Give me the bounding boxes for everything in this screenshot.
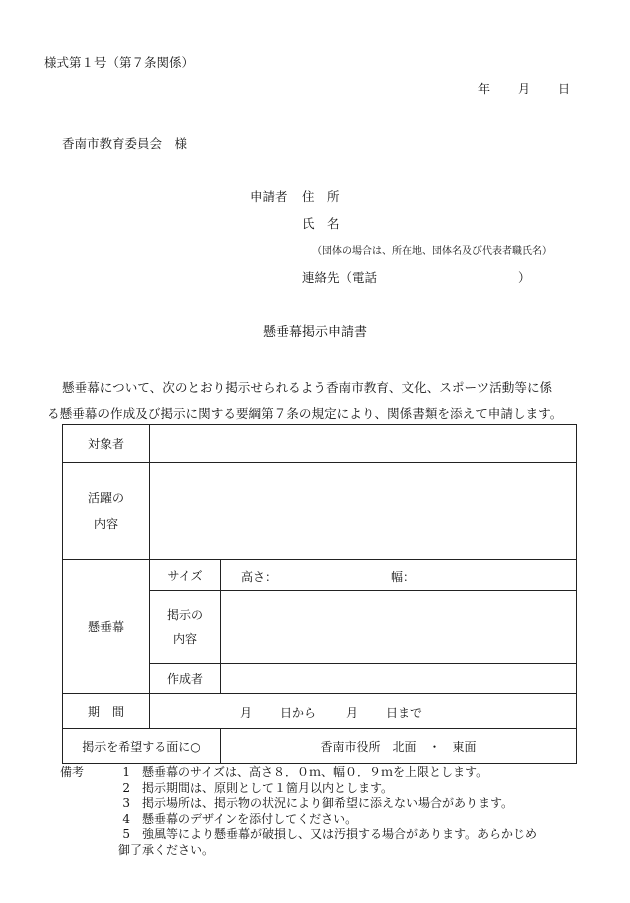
- note-text: 掲示場所は、掲示物の状況により御希望に添えない場合があります。: [142, 796, 514, 810]
- period-label: 期 間: [87, 704, 124, 719]
- document-title: 懸垂幕掲示申請書: [262, 325, 367, 340]
- application-table: [62, 424, 577, 764]
- side-options[interactable]: 香南市役所 北面 ・ 東面: [320, 739, 477, 754]
- side-label: 掲示を希望する面に○: [82, 739, 201, 754]
- date-day-label: 日: [558, 82, 571, 96]
- activity-label-line-2: 内容: [93, 517, 118, 531]
- banner-label: 懸垂幕: [87, 620, 124, 634]
- period-label-cell: [63, 694, 150, 729]
- note-text: 掲示期間は、原則として１箇月以内とします。: [142, 780, 394, 795]
- display-content-label-line-1: 掲示の: [166, 608, 203, 622]
- body-text-line-1: 懸垂幕について、次のとおり掲示せられるよう香南市教育、文化、スポーツ活動等に係: [62, 380, 553, 395]
- activity-input-cell[interactable]: [150, 463, 577, 560]
- creator-label: 作成者: [166, 672, 203, 686]
- target-input-cell[interactable]: [150, 425, 577, 463]
- period-month-2: 月: [346, 706, 359, 720]
- note-number: 3: [122, 796, 130, 810]
- period-input-cell[interactable]: [150, 694, 577, 729]
- size-label-cell: [150, 560, 221, 591]
- contact-label: 連絡先（電話: [302, 270, 378, 285]
- creator-label-cell: [150, 664, 221, 694]
- name-label: 氏 名: [302, 216, 340, 231]
- form-number: 様式第１号（第７条関係）: [44, 55, 195, 70]
- display-content-label-cell: [150, 591, 221, 664]
- size-label: サイズ: [167, 568, 203, 583]
- group-note: （団体の場合は、所在地、団体名及び代表者職氏名）: [312, 246, 552, 257]
- target-label-cell: [63, 425, 150, 463]
- creator-input-cell[interactable]: [221, 664, 577, 694]
- contact-close-paren: ）: [518, 270, 531, 285]
- note-continuation: 御了承ください。: [118, 842, 215, 857]
- display-content-input-cell[interactable]: [221, 591, 577, 664]
- period-month-1: 月: [240, 706, 253, 720]
- date-year-label: 年: [478, 82, 491, 96]
- notes-section: [60, 765, 537, 858]
- recipient: 香南市教育委員会 様: [62, 136, 188, 151]
- applicant-label: 申請者: [250, 189, 288, 204]
- notes-heading: 備考: [60, 765, 85, 779]
- date-month-label: 月: [518, 82, 531, 96]
- note-text: 強風等により懸垂幕が破損し、又は汚損する場合があります。あらかじめ: [142, 827, 538, 841]
- period-from: 日から: [280, 706, 317, 720]
- note-text: 懸垂幕のデザインを添付してください。: [142, 811, 358, 826]
- activity-label-line-1: 活躍の: [87, 491, 124, 505]
- address-label: 住 所: [302, 189, 340, 204]
- period-to: 日まで: [386, 706, 423, 720]
- side-label-cell: [63, 729, 221, 764]
- activity-label-cell: [63, 463, 150, 560]
- note-number: 2: [122, 780, 130, 795]
- display-content-label-line-2: 内容: [172, 632, 197, 646]
- target-label: 対象者: [87, 437, 124, 451]
- size-input-cell[interactable]: [221, 560, 577, 591]
- body-text-line-2: る懸垂幕の作成及び掲示に関する要綱第７条の規定により、関係書類を添えて申請します。: [47, 406, 563, 421]
- note-number: 1: [122, 765, 130, 779]
- note-number: 4: [122, 811, 130, 826]
- note-text: 懸垂幕のサイズは、高さ８．０ｍ、幅０．９ｍを上限とします。: [142, 765, 489, 779]
- width-label: 幅：: [391, 570, 416, 584]
- note-number: 5: [122, 827, 130, 841]
- banner-label-cell: [63, 560, 150, 694]
- height-label: 高さ：: [241, 570, 278, 584]
- side-options-cell[interactable]: [221, 729, 577, 764]
